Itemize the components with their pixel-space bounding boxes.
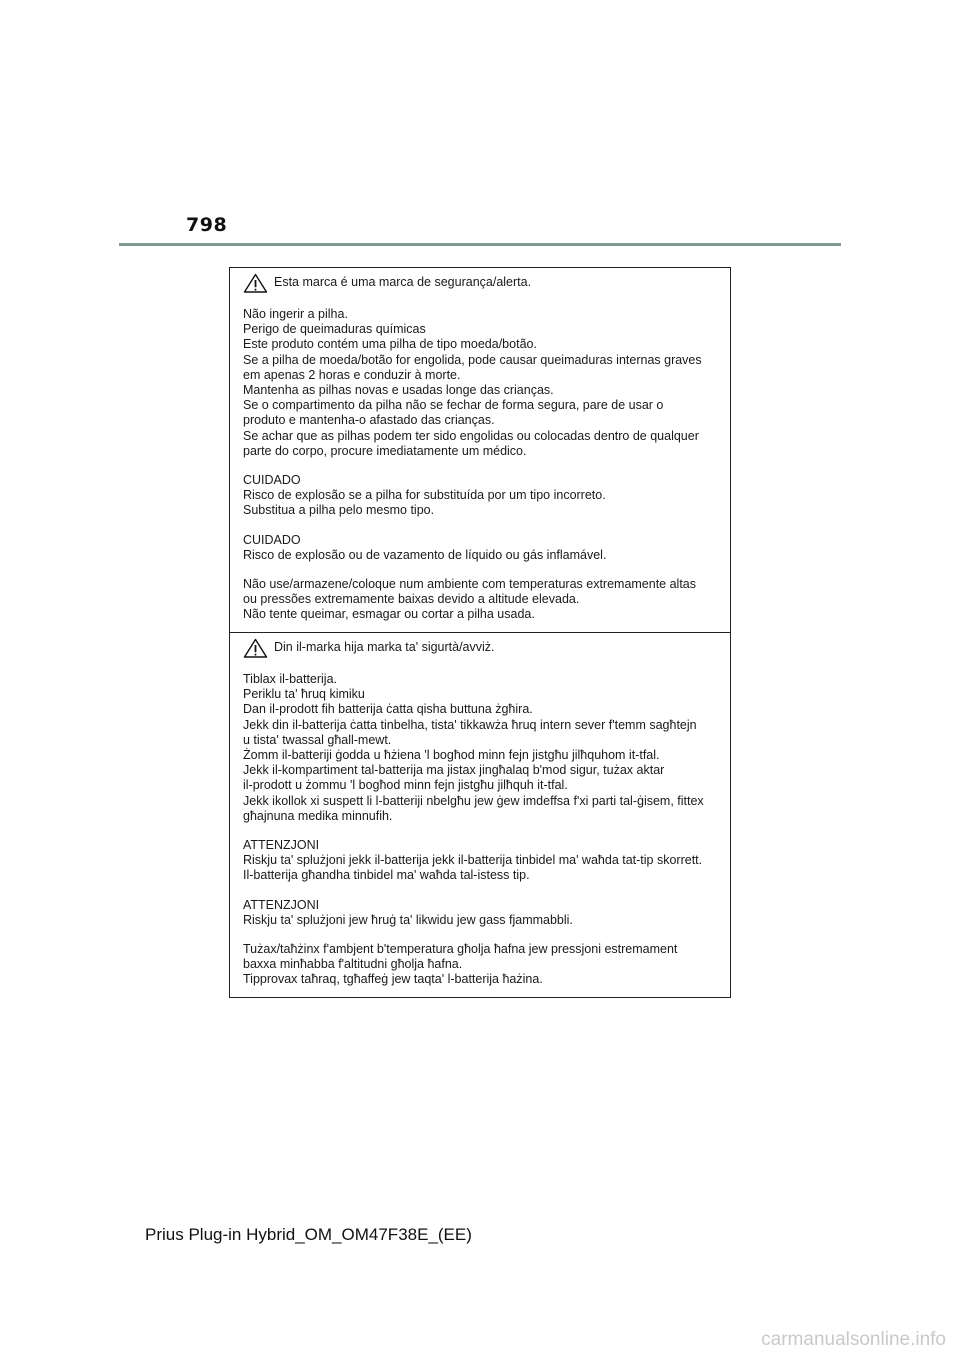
watermark: carmanualsonline.info bbox=[761, 1329, 946, 1350]
text-line: ou pressões extremamente baixas devido a altitude elevada. bbox=[243, 592, 580, 607]
text-line: Se o compartimento da pilha não se fechar de forma segura, pare de usar o bbox=[243, 398, 664, 413]
text-line: Mantenha as pilhas novas e usadas longe das crianças. bbox=[243, 383, 554, 398]
text-line: Risco de explosão se a pilha for substituída por um tipo incorreto. bbox=[243, 488, 606, 503]
text-line: Não ingerir a pilha. bbox=[243, 307, 348, 321]
text-line: Periklu ta' ħruq kimiku bbox=[243, 687, 365, 702]
text-line: il-prodott u żommu 'l bogħod minn fejn jistgħu jilħquh it-tfal. bbox=[243, 778, 568, 793]
text-line: Perigo de queimaduras químicas bbox=[243, 322, 426, 337]
text-line: għajnuna medika minnufih. bbox=[243, 808, 393, 823]
text-line: em apenas 2 horas e conduzir à morte. bbox=[243, 367, 461, 382]
text-line: Jekk ikollok xi suspett li l-batteriji nbelgħu jew ġew imdeffsa f'xi parti tal-ġisem, fittex bbox=[243, 793, 704, 808]
text-line: ATTENZJONI bbox=[243, 897, 320, 912]
text-line: Não tente queimar, esmagar ou cortar a pilha usada. bbox=[243, 607, 535, 622]
text-line: Tużax/taħżinx f'ambjent b'temperatura għolja ħafna jew pressjoni estremament bbox=[243, 942, 678, 957]
paragraph bbox=[243, 838, 718, 884]
text-line: Risco de explosão ou de vazamento de líquido ou gás inflamável. bbox=[243, 547, 607, 562]
text-line: Se achar que as pilhas podem ter sido engolidas ou colocadas dentro de qualquer bbox=[243, 428, 699, 443]
text-line: Jekk din il-batterija ċatta tinbelha, tista' tikkawża ħruq intern sever f'temm sagħtejn bbox=[243, 717, 697, 732]
paragraph bbox=[243, 942, 718, 988]
paragraph bbox=[243, 533, 718, 563]
section-heading-text: Esta marca é uma marca de segurança/alerta. bbox=[274, 275, 532, 290]
text-line: CUIDADO bbox=[243, 473, 301, 488]
text-line: ATTENZJONI bbox=[243, 838, 320, 853]
header-rule bbox=[119, 243, 841, 246]
warning-triangle-icon bbox=[243, 638, 268, 658]
section-maltese bbox=[230, 633, 730, 997]
section-portuguese bbox=[230, 268, 730, 633]
page-number: 798 bbox=[186, 214, 228, 236]
text-line: Żomm il-batteriji ġodda u ħżiena 'l bogħod minn fejn jistgħu jilħquhom it-tfal. bbox=[243, 748, 660, 763]
paragraph bbox=[243, 577, 718, 623]
text-line: Se a pilha de moeda/botão for engolida, pode causar queimaduras internas graves bbox=[243, 352, 702, 367]
text-line: Jekk il-kompartiment tal-batterija ma jistax jingħalaq b'mod sigur, tużax aktar bbox=[243, 763, 665, 778]
text-line: Este produto contém uma pilha de tipo moeda/botão. bbox=[243, 337, 537, 352]
paragraph bbox=[243, 473, 718, 519]
battery-warning-notice bbox=[229, 267, 731, 998]
text-line: Substitua a pilha pelo mesmo tipo. bbox=[243, 503, 435, 518]
text-line: Riskju ta' splużjoni jekk il-batterija jekk il-batterija tinbidel ma' waħda tat-tip skorrett. bbox=[243, 853, 703, 868]
document-footer: Prius Plug-in Hybrid_OM_OM47F38E_(EE) bbox=[145, 1225, 472, 1244]
text-line: produto e mantenha-o afastado das crianças. bbox=[243, 413, 495, 428]
paragraph bbox=[243, 672, 718, 824]
text-line: Il-batterija għandha tinbidel ma' waħda tal-istess tip. bbox=[243, 868, 530, 883]
text-line: u tista' twassal għall-mewt. bbox=[243, 732, 392, 747]
text-line: Dan il-prodott fih batterija ċatta qisha buttuna żgħira. bbox=[243, 702, 533, 717]
warning-triangle-icon bbox=[243, 273, 268, 293]
section-heading-text: Din il-marka hija marka ta' sigurtà/avviż. bbox=[274, 640, 495, 655]
paragraph-group bbox=[243, 307, 718, 623]
text-line: CUIDADO bbox=[243, 532, 301, 547]
paragraph bbox=[243, 307, 718, 459]
text-line: Tiblax il-batterija. bbox=[243, 672, 338, 686]
paragraph bbox=[243, 898, 718, 928]
section-heading bbox=[243, 273, 718, 293]
text-line: baxxa minħabba f'altitudni għolja ħafna. bbox=[243, 957, 463, 972]
section-heading bbox=[243, 638, 718, 658]
text-line: Não use/armazene/coloque num ambiente com temperaturas extremamente altas bbox=[243, 577, 697, 592]
text-line: parte do corpo, procure imediatamente um médico. bbox=[243, 443, 527, 458]
paragraph-group bbox=[243, 672, 718, 988]
text-line: Tipprovax taħraq, tgħaffeġ jew taqta' l-batterija ħażina. bbox=[243, 972, 543, 987]
text-line: Riskju ta' splużjoni jew ħruġ ta' likwidu jew gass fjammabbli. bbox=[243, 912, 573, 927]
